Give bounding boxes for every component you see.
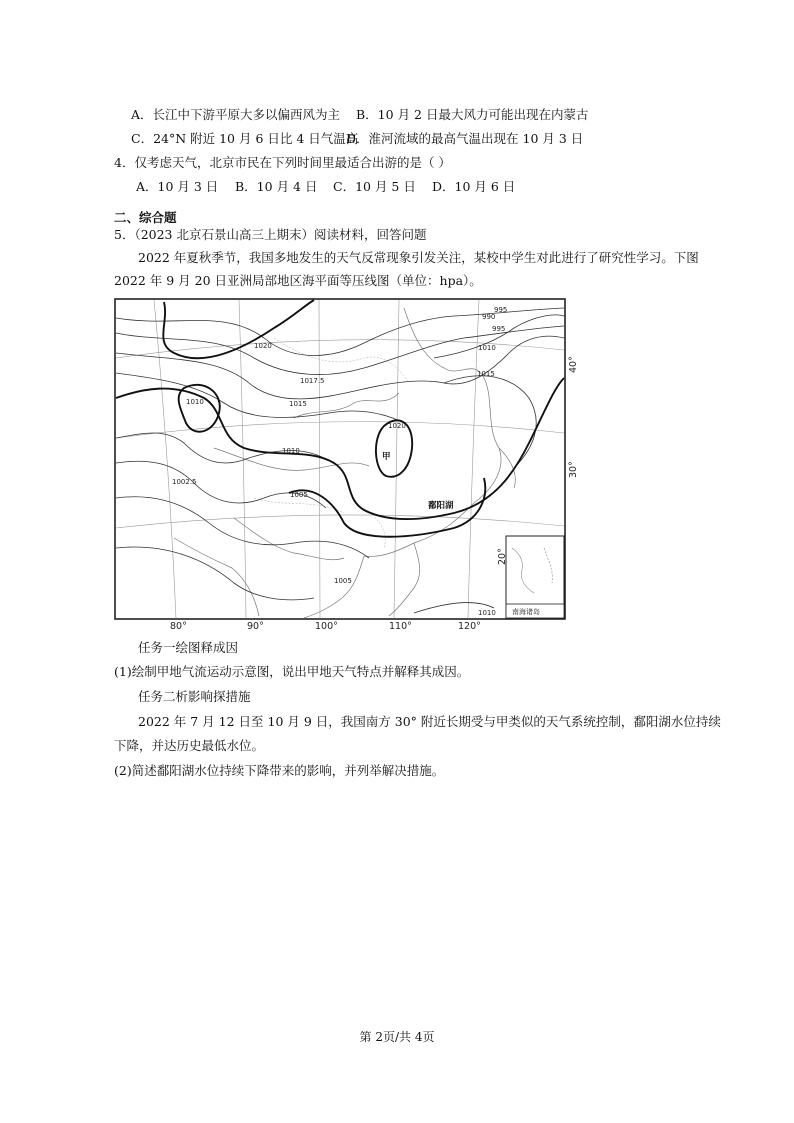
q4-option-c: C．10 月 5 日	[333, 179, 416, 194]
q3-option-d: D．淮河流域的最高气温出现在 10 月 3 日	[346, 131, 584, 146]
material-para1-line1: 2022 年夏秋季节，我国多地发生的天气反常现象引发关注，某校中学生对此进行了研究性学习。下图	[138, 250, 699, 265]
section-heading: 二、综合题	[114, 210, 177, 225]
isobar-label: 990	[482, 313, 496, 321]
q4-option-d: D．10 月 6 日	[432, 179, 516, 194]
task2-para-line1: 2022 年 7 月 12 日至 10 月 9 日，我国南方 30° 附近长期受与甲类似的天气系统控制，鄱阳湖水位持续	[138, 714, 721, 729]
q3-option-c: C．24°N 附近 10 月 6 日比 4 日气温高	[131, 131, 359, 146]
task2-para-line2: 下降，并达历史最低水位。	[114, 738, 265, 753]
lon-label: 100°	[315, 621, 338, 632]
isobar-map-svg	[114, 298, 566, 620]
q3-option-a: A．长江中下游平原大多以偏西风为主	[131, 107, 341, 122]
isobar-map	[114, 298, 566, 620]
place-label-lake: 鄱阳湖	[428, 501, 454, 511]
task1-question: (1)绘制甲地气流运动示意图，说出甲地天气特点并解释其成因。	[114, 664, 470, 679]
lon-label: 90°	[247, 621, 264, 632]
isobar-label: 1015	[477, 370, 495, 378]
isobar-label: 1015	[289, 400, 307, 408]
isobar-label: 1020	[254, 342, 272, 350]
q3-option-b: B．10 月 2 日最大风力可能出现在内蒙古	[356, 107, 589, 122]
lon-label: 80°	[170, 621, 187, 632]
lon-label: 110°	[389, 621, 412, 632]
isobar-label: 1010	[478, 344, 496, 352]
isobar-label: 995	[492, 325, 506, 333]
isobar-label: 1002.5	[172, 478, 197, 486]
q4-option-a: A．10 月 3 日	[136, 179, 219, 194]
q4-option-b: B．10 月 4 日	[235, 179, 318, 194]
lon-label: 120°	[458, 621, 481, 632]
place-label-jia: 甲	[382, 452, 391, 462]
lat-label: 20°	[497, 548, 508, 565]
inset-label: 南海诸岛	[512, 608, 540, 616]
task1-title: 任务一绘图释成因	[138, 640, 239, 655]
isobar-label: 1010	[478, 609, 496, 617]
task2-question: (2)简述鄱阳湖水位持续下降带来的影响，并列举解决措施。	[114, 763, 445, 778]
isobar-label: 1005	[334, 577, 352, 585]
page-footer: 第 2页/共 4页	[359, 1030, 435, 1044]
isobar-label: 1010	[282, 447, 300, 455]
q4-stem: 4．仅考虑天气，北京市民在下列时间里最适合出游的是（ ）	[114, 155, 451, 170]
isobar-label: 995	[494, 306, 508, 314]
isobar-label: 1017.5	[300, 377, 325, 385]
isobar-label: 1020	[388, 422, 406, 430]
isobar-label: 1010	[186, 398, 204, 406]
isobar-label: 1005	[290, 491, 308, 499]
lat-label: 30°	[568, 461, 579, 478]
task2-title: 任务二析影响探措施	[138, 689, 251, 704]
south-china-sea-inset	[506, 536, 564, 618]
lat-label: 40°	[568, 356, 579, 373]
q5-stem: 5．（2023 北京石景山高三上期末）阅读材料，回答问题	[114, 227, 427, 242]
material-para1-line2: 2022 年 9 月 20 日亚洲局部地区海平面等压线图（单位：hpa）。	[114, 273, 482, 288]
